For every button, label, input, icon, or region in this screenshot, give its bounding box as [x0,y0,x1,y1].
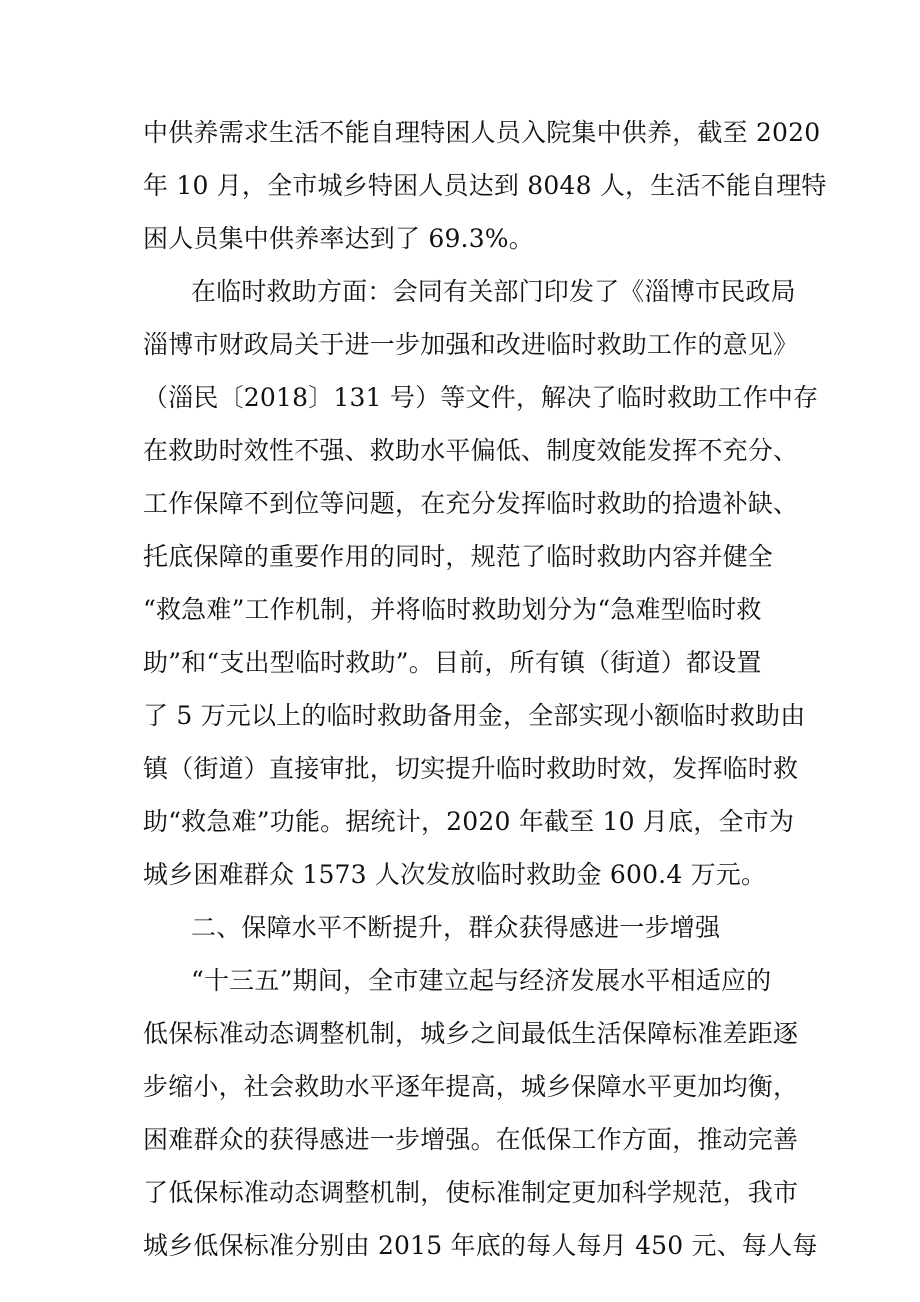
paragraph-line: 中供养需求生活不能自理特困人员入院集中供养，截至 2020 [143,118,821,147]
paragraph-line: 步缩小，社会救助水平逐年提高，城乡保障水平更加均衡， [143,1072,799,1101]
paragraph-1 [143,106,827,265]
document-body [143,106,827,1272]
paragraph-line: 淄博市财政局关于进一步加强和改进临时救助工作的意见》 [143,330,799,359]
paragraph-line: 城乡困难群众 1573 人次发放临时救助金 600.4 万元。 [143,860,767,889]
paragraph-line: 工作保障不到位等问题，在充分发挥临时救助的拾遗补缺、 [143,489,799,518]
paragraph-line-first: “十三五”期间，全市建立起与经济发展水平相适应的 [191,966,772,995]
paragraph-line: 了低保标准动态调整机制，使标准制定更加科学规范，我市 [143,1178,799,1207]
paragraph-line: （淄民〔2018〕131 号）等文件，解决了临时救助工作中存 [143,383,819,412]
section-heading-text: 二、保障水平不断提升，群众获得感进一步增强 [191,913,721,942]
paragraph-line-first: 在临时救助方面：会同有关部门印发了《淄博市民政局 [191,277,796,306]
paragraph-line: 助“救急难”功能。据统计，2020 年截至 10 月底，全市为 [143,807,795,836]
paragraph-2 [143,265,819,901]
paragraph-line: 困人员集中供养率达到了 69.3%。 [143,224,534,253]
paragraph-line: 了 5 万元以上的临时救助备用金，全部实现小额临时救助由 [143,701,806,730]
section-heading [143,901,783,954]
paragraph-line: 镇（街道）直接审批，切实提升临时救助时效，发挥临时救 [143,754,799,783]
paragraph-line: 助”和“支出型临时救助”。目前，所有镇（街道）都设置 [143,648,762,677]
paragraph-line: 托底保障的重要作用的同时，规范了临时救助内容并健全 [143,542,774,571]
paragraph-line: 年 10 月，全市城乡特困人员达到 8048 人，生活不能自理特 [143,171,827,200]
paragraph-line: 低保标准动态调整机制，城乡之间最低生活保障标准差距逐 [143,1019,799,1048]
paragraph-3 [143,954,818,1272]
paragraph-line: 在救助时效性不强、救助水平偏低、制度效能发挥不充分、 [143,436,799,465]
paragraph-line: “救急难”工作机制，并将临时救助划分为“急难型临时救 [143,595,762,624]
paragraph-line: 困难群众的获得感进一步增强。在低保工作方面，推动完善 [143,1125,799,1154]
paragraph-line: 城乡低保标准分别由 2015 年底的每人每月 450 元、每人每 [143,1231,818,1260]
